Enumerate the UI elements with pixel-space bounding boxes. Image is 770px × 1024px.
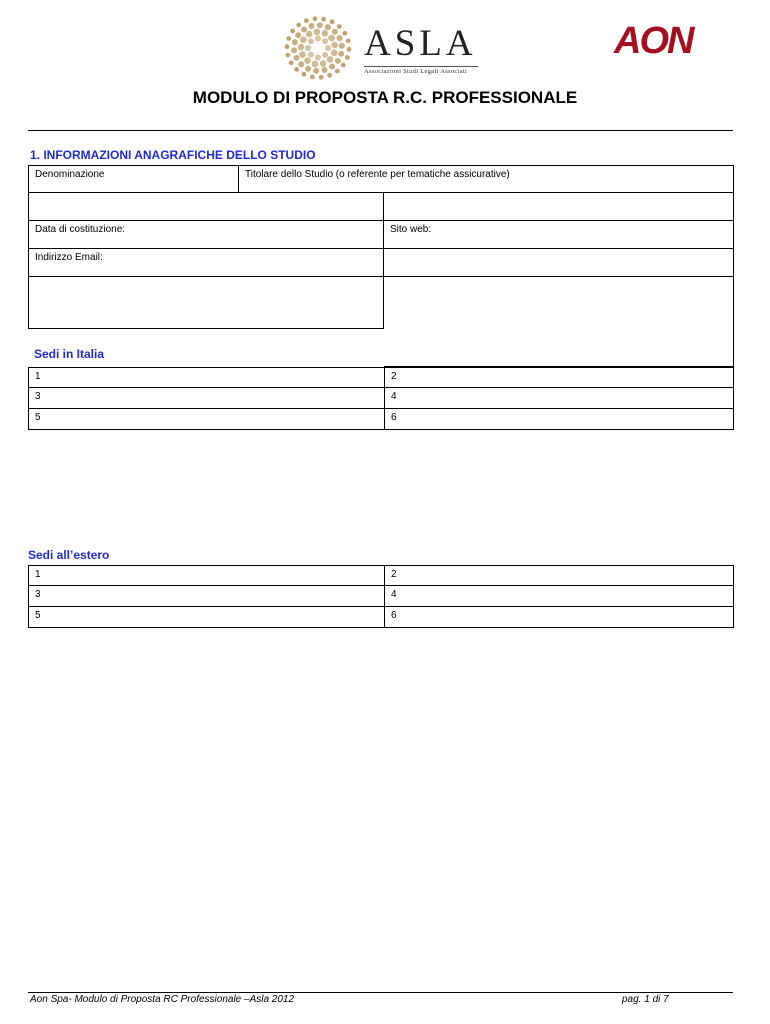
email-label: Indirizzo Email: (35, 252, 103, 263)
asla-dot (335, 58, 341, 64)
data-costituzione-label: Data di costituzione: (35, 224, 126, 235)
asla-dots-icon (280, 14, 360, 84)
asla-dot (322, 30, 329, 37)
sede-italia-number: 6 (391, 412, 397, 423)
asla-dot (322, 67, 328, 73)
asla-dot (322, 52, 328, 58)
asla-dot (331, 50, 338, 57)
asla-dot (346, 39, 351, 44)
page-title: MODULO DI PROPOSTA R.C. PROFESSIONALE (192, 88, 578, 107)
titolare-label: Titolare dello Studio (o referente per tematiche assicurative) (245, 169, 510, 180)
denominazione-label: Denominazione (35, 169, 105, 180)
asla-dot (301, 27, 307, 33)
asla-dot (304, 18, 309, 23)
asla-dot (293, 55, 299, 61)
asla-dot (329, 64, 335, 70)
asla-dot (294, 67, 299, 72)
asla-dot (312, 61, 319, 68)
email-value-cell[interactable] (28, 277, 384, 329)
asla-dot (327, 73, 332, 78)
asla-dot (330, 19, 335, 24)
asla-dot (341, 63, 346, 68)
asla-dot (313, 16, 318, 21)
asla-dot (325, 45, 331, 51)
asla-dot (321, 17, 326, 22)
aon-logo: AON (614, 20, 693, 62)
footer-divider (28, 992, 733, 993)
sede-italia-cell[interactable] (28, 367, 385, 388)
sedi-italia-heading: Sedi in Italia (34, 347, 105, 361)
sede-italia-cell[interactable] (28, 388, 385, 409)
asla-dot (325, 24, 331, 30)
sede-estero-cell[interactable] (385, 565, 734, 586)
sede-italia-number: 3 (35, 391, 41, 402)
sede-estero-number: 5 (35, 610, 41, 621)
sito-web-label: Sito web: (390, 224, 432, 235)
sede-italia-number: 5 (35, 412, 41, 423)
asla-dot (313, 68, 319, 74)
asla-dot (331, 42, 338, 49)
sito-web-cell[interactable] (384, 221, 734, 249)
sede-estero-number: 6 (391, 610, 397, 621)
asla-dot (285, 44, 290, 49)
page-number: pag. 1 di 7 (622, 994, 669, 1005)
sedi-estero-heading: Sedi all’estero (28, 548, 110, 562)
asla-dot (315, 55, 321, 61)
sede-italia-cell[interactable] (385, 409, 734, 430)
sede-italia-number: 4 (391, 391, 397, 402)
asla-dot (337, 35, 343, 41)
data-costituzione-cell[interactable] (28, 221, 384, 249)
asla-dot (296, 23, 301, 28)
asla-dot (295, 32, 301, 38)
asla-dot (300, 36, 307, 43)
sede-estero-number: 4 (391, 589, 397, 600)
asla-dot (286, 53, 291, 58)
asla-dot (327, 56, 334, 63)
blank-right-cell[interactable] (384, 277, 734, 367)
asla-dot (322, 38, 328, 44)
sede-italia-cell[interactable] (385, 367, 734, 388)
sede-italia-cell[interactable] (385, 388, 734, 409)
footer-text: Aon Spa- Modulo di Proposta RC Professionale –Asla 2012 (30, 994, 295, 1005)
asla-dot (317, 22, 323, 28)
titolare-value-cell[interactable] (384, 193, 734, 221)
asla-dot (337, 24, 342, 29)
asla-dot (347, 47, 352, 52)
asla-logo-text: ASLA (364, 23, 477, 64)
asla-dot (308, 38, 314, 44)
asla-dot (338, 51, 344, 57)
asla-dot (298, 61, 304, 67)
asla-dot (309, 23, 315, 29)
sede-estero-cell[interactable] (28, 586, 385, 607)
titolare-cell[interactable] (239, 165, 734, 193)
denominazione-value-cell[interactable] (28, 193, 384, 221)
sede-estero-cell[interactable] (28, 565, 385, 586)
asla-dot (305, 45, 311, 51)
asla-dot (290, 29, 295, 34)
asla-dot (342, 31, 347, 36)
sede-italia-number: 2 (391, 371, 397, 382)
sede-italia-cell[interactable] (28, 409, 385, 430)
sede-estero-number: 2 (391, 569, 397, 580)
sede-estero-cell[interactable] (28, 607, 385, 628)
sede-estero-cell[interactable] (385, 607, 734, 628)
asla-dot (304, 57, 311, 64)
asla-dot (299, 51, 306, 58)
title-divider (28, 130, 733, 131)
email-cell[interactable] (28, 249, 384, 277)
asla-dot (328, 35, 335, 42)
asla-dot (310, 75, 315, 80)
asla-dot (286, 36, 291, 41)
asla-dot (291, 47, 297, 53)
sede-estero-number: 3 (35, 589, 41, 600)
section-heading: 1. INFORMAZIONI ANAGRAFICHE DELLO STUDIO (30, 148, 316, 162)
asla-dot (320, 60, 327, 67)
denominazione-cell[interactable] (28, 165, 239, 193)
asla-dot (298, 44, 305, 51)
asla-logo-rule (364, 66, 478, 67)
sede-italia-number: 1 (35, 371, 41, 382)
email-right-cell[interactable] (384, 249, 734, 277)
asla-dot (305, 66, 311, 72)
asla-dot (345, 55, 350, 60)
asla-dot (302, 72, 307, 77)
asla-dot (308, 52, 314, 58)
asla-dot (319, 75, 324, 80)
asla-dot (289, 60, 294, 65)
asla-logo-subtitle: Associazioni Studi Legali Associati (364, 68, 468, 75)
sede-estero-number: 1 (35, 569, 41, 580)
asla-dot (306, 31, 313, 38)
asla-dot (292, 39, 298, 45)
sede-estero-cell[interactable] (385, 586, 734, 607)
asla-dot (315, 36, 321, 42)
asla-logo (280, 14, 480, 84)
asla-dot (339, 43, 345, 49)
asla-dot (335, 69, 340, 74)
asla-dot (332, 29, 338, 35)
asla-dot (314, 29, 321, 36)
